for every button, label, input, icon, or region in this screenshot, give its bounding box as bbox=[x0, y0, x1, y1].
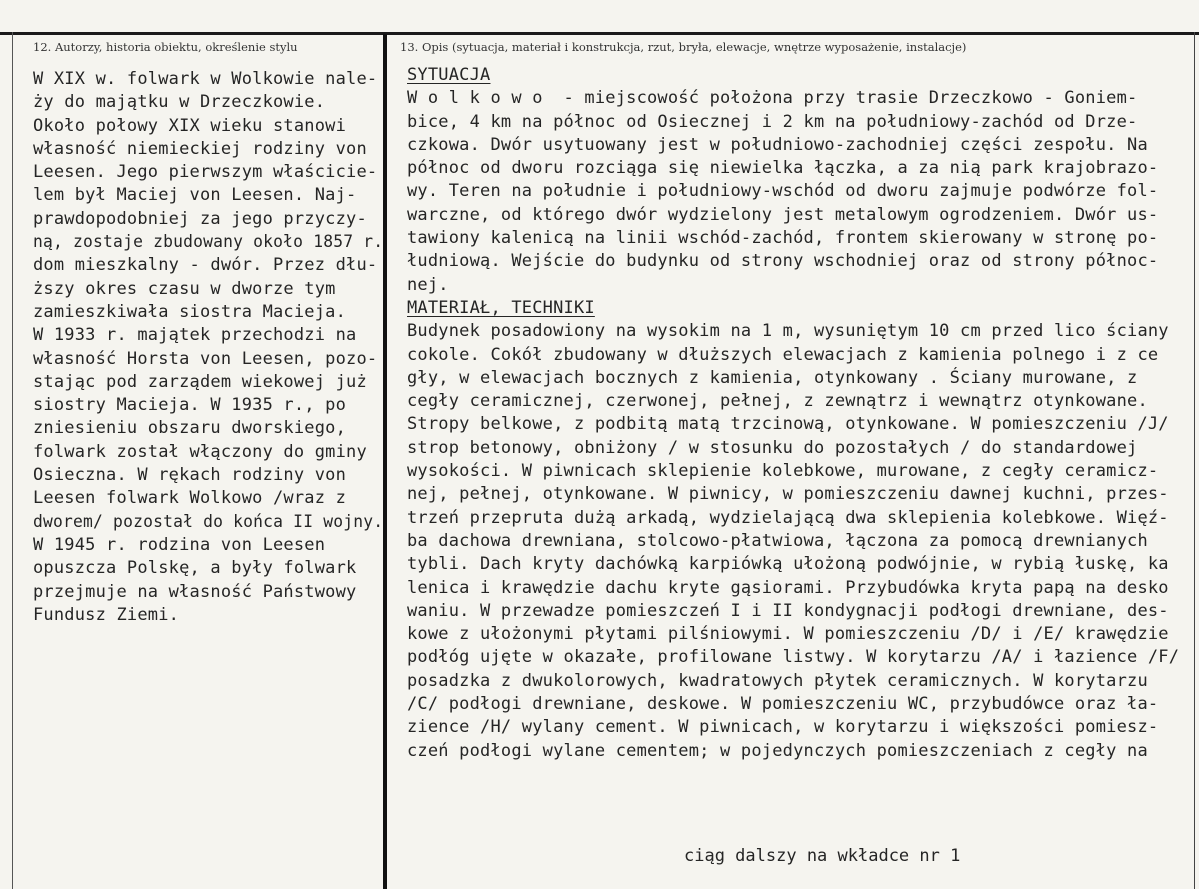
description-line: cokole. Cokół zbudowany w dłuższych elewacjach z kamienia polnego i z ce bbox=[407, 344, 1159, 365]
history-line: lem był Maciej von Leesen. Naj- bbox=[33, 185, 357, 206]
description-line: czkowa. Dwór usytuowany jest w południowo-zachodniej części zespołu. Na bbox=[407, 134, 1148, 155]
history-line: własność niemieckiej rodziny von bbox=[33, 138, 367, 159]
history-line: W 1945 r. rodzina von Leesen bbox=[33, 534, 326, 555]
top-border bbox=[0, 32, 1199, 35]
description-line: posadzka z dwukolorowych, kwadratowych płytek ceramicznych. W korytarzu bbox=[407, 670, 1148, 691]
history-line: Osieczna. W rękach rodziny von bbox=[33, 465, 347, 486]
description-line: ba dachowa drewniana, stolcowo-płatwiowa, łączona za pomocą drewnianych bbox=[407, 530, 1148, 551]
description-line: północ od dworu rozciąga się niewielka łączka, a za nią park krajobrazo- bbox=[407, 158, 1159, 179]
history-line: dworem/ pozostał do końca II wojny. bbox=[33, 511, 384, 532]
heading-material-techniki: MATERIAŁ, TECHNIKI bbox=[407, 297, 595, 318]
section-13-header: 13. Opis (sytuacja, materiał i konstrukcja, rzut, bryła, elewacje, wnętrze wyposażenie, instalacje) bbox=[400, 40, 967, 54]
description-line: cegły ceramicznej, czerwonej, pełnej, z zewnątrz i wewnątrz otynkowane. bbox=[407, 391, 1148, 412]
description-line: łudniową. Wejście do budynku od strony wschodniej oraz od strony półnос- bbox=[407, 251, 1159, 272]
history-line: Leesen. Jego pierwszym właściciе- bbox=[33, 162, 378, 183]
description-line: waniu. W przewadze pomieszczeń I i II kondygnacji podłogi drewniane, des- bbox=[407, 600, 1169, 621]
description-line: nej. bbox=[407, 274, 449, 295]
description-line: kowe z ułożonymi płytami pilśniowymi. W pomieszczeniu /D/ i /E/ krawędzie bbox=[407, 624, 1169, 645]
section-12-header: 12. Autorzy, historia obiektu, określenie stylu bbox=[33, 40, 298, 54]
history-line: Około połowy XIX wieku stanowi bbox=[33, 115, 347, 136]
column-divider bbox=[383, 34, 387, 889]
description-line: czeń podłogi wylane cementem; w pojedynczych pomieszczeniach z cegły na bbox=[407, 740, 1148, 761]
description-line: zience /H/ wylany cement. W piwnicach, w korytarzu i większości pomiesz- bbox=[407, 717, 1159, 738]
history-line: własność Horsta von Leesen, pozo- bbox=[33, 348, 378, 369]
history-line: zniesieniu obszaru dworskiego, bbox=[33, 418, 347, 439]
description-line: lenica i krawędzie dachu kryte gąsiorami. Przybudówka kryta papą na desko bbox=[407, 577, 1169, 598]
description-line: /C/ podłogi drewniane, deskowe. W pomieszczeniu WC, przybudówce oraz ła- bbox=[407, 694, 1159, 715]
history-line: ną, zostaje zbudowany około 1857 r. bbox=[33, 232, 384, 253]
history-line: Fundusz Ziemi. bbox=[33, 604, 180, 625]
right-rule bbox=[1194, 32, 1195, 889]
continuation-note: ciąg dalszy na wkładce nr 1 bbox=[684, 846, 961, 866]
history-line: ży do majątku w Drzeczkowie. bbox=[33, 92, 326, 113]
history-line: zamieszkiwała siostra Macieja. bbox=[33, 301, 347, 322]
history-line: W XIX w. folwark w Wolkowie nale- bbox=[33, 69, 378, 89]
description-line: W o l k o w o - miejscowość położona przy trasie Drzeczkowo - Goniem- bbox=[407, 88, 1138, 109]
history-line: siostry Macieja. W 1935 r., po bbox=[33, 395, 347, 416]
history-line: dom mieszkalny - dwór. Przez dłu- bbox=[33, 255, 378, 276]
history-line: prawdopodobniej za jego przyczy- bbox=[33, 208, 367, 229]
description-line: gły, w elewacjach bocznych z kamienia, otynkowany . Ściany murowane, z bbox=[407, 367, 1138, 388]
history-line: folwark został włączony do gminy bbox=[33, 441, 367, 462]
history-line: Leesen folwark Wolkowo /wraz z bbox=[33, 488, 347, 509]
description-line: wysokości. W piwnicach sklepienie kolebkowe, murowane, z cegły ceramicz- bbox=[407, 461, 1159, 482]
history-column bbox=[33, 68, 383, 627]
history-line: stając pod zarządem wiekowej już bbox=[33, 371, 367, 392]
history-line: opuszcza Polskę, a były folwark bbox=[33, 558, 357, 579]
heading-sytuacja: SYTUACJA bbox=[407, 65, 491, 85]
description-line: tawiony kalenicą na linii wschód-zachód, frontem skierowany w stronę po- bbox=[407, 228, 1159, 249]
description-line: podłóg ujęte w okazałe, profilowane listwy. W korytarzu /A/ i łazience /F/ bbox=[407, 647, 1180, 668]
description-line: Stropy belkowe, z podbitą matą trzcinową, otynkowane. W pomieszczeniu /J/ bbox=[407, 414, 1169, 435]
description-line: wy. Teren na południe i południowy-wschód od dworu zajmuje podwórze fol- bbox=[407, 181, 1159, 202]
description-line: strop betonowy, obniżony / w stosunku do pozostałych / do standardowej bbox=[407, 437, 1138, 458]
description-line: warczne, od którego dwór wydzielony jest metalowym ogrodzeniem. Dwór us- bbox=[407, 204, 1159, 225]
description-line: tybli. Dach kryty dachówką karpiówką ułożoną podwójnie, w rybią łuskę, ka bbox=[407, 554, 1169, 575]
history-line: ższy okres czasu w dworze tym bbox=[33, 278, 336, 299]
description-line: trzeń przepruta dużą arkadą, wydzielającą dwa sklepienia kolebkowe. Więź- bbox=[407, 507, 1169, 528]
description-line: nej, pełnej, otynkowane. W piwnicy, w pomieszczeniu dawnej kuchni, przes- bbox=[407, 484, 1169, 505]
description-line: Budynek posadowiony na wysokim na 1 m, wysuniętym 10 cm przed lico ściany bbox=[407, 321, 1169, 342]
description-line: bice, 4 km na północ od Osiecznej i 2 km na południowy-zachód od Drze- bbox=[407, 111, 1138, 132]
description-column bbox=[407, 64, 1187, 763]
history-line: W 1933 r. majątek przechodzi na bbox=[33, 325, 357, 346]
history-line: przejmuje na własność Państwowy bbox=[33, 581, 357, 602]
left-rule bbox=[12, 32, 13, 889]
